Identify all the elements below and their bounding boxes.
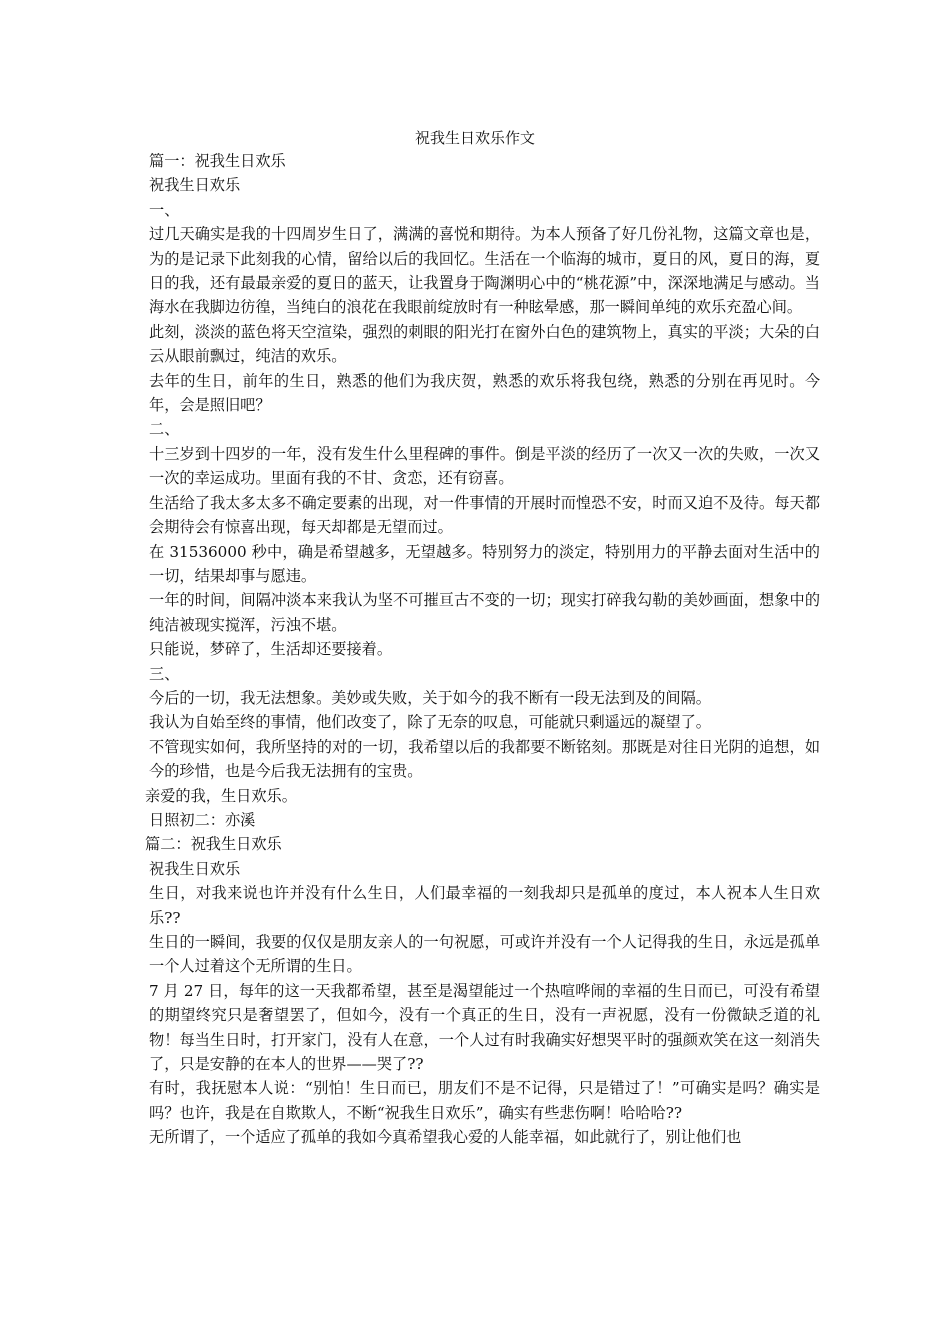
document-body — [145, 149, 820, 1150]
paragraph: 在 31536000 秒中，确是希望越多，无望越多。特别努力的淡定，特别用力的平静去面对生活中的一切，结果却事与愿违。 — [149, 542, 820, 585]
paragraph: 篇一：祝我生日欢乐 — [149, 152, 286, 170]
paragraph: 7 月 27 日，每年的这一天我都希望，甚至是渴望能过一个热喧哗闹的幸福的生日而已，可没有希望的期望终究只是奢望罢了，但如今，没有一个真正的生日，没有一声祝愿，没有一份微缺乏道的礼物！每当生日时，打开家门，没有人在意，一个人过有时我确实好想哭平时的强颜欢笑在这一刻消失了，只是安静的在本人的世界——哭了?? — [149, 981, 820, 1074]
paragraph: 一、 — [149, 200, 180, 219]
paragraph: 篇二：祝我生日欢乐 — [145, 835, 282, 854]
paragraph: 此刻，淡淡的蓝色将天空渲染，强烈的刺眼的阳光打在窗外白色的建筑物上，真实的平淡；大朵的白云从眼前飘过，纯洁的欢乐。 — [149, 322, 820, 366]
paragraph: 祝我生日欢乐 — [149, 859, 241, 878]
paragraph: 日照初二：亦溪 — [149, 810, 256, 829]
paragraph: 二、 — [149, 420, 180, 439]
paragraph: 只能说，梦碎了，生活却还要接着。 — [149, 640, 392, 659]
document-title: 祝我生日欢乐作文 — [414, 129, 535, 147]
paragraph: 生日的一瞬间，我要的仅仅是朋友亲人的一句祝愿，可或许并没有一个人记得我的生日，永远是孤单一个人过着这个无所谓的生日。 — [149, 933, 820, 976]
paragraph: 今后的一切，我无法想象。美妙或失败，关于如今的我不断有一段无法到及的间隔。 — [149, 688, 711, 707]
paragraph: 亲爱的我，生日欢乐。 — [145, 786, 297, 805]
paragraph: 无所谓了，一个适应了孤单的我如今真希望我心爱的人能幸福，如此就行了，别让他们也 — [149, 1128, 742, 1147]
paragraph: 去年的生日，前年的生日，熟悉的他们为我庆贺，熟悉的欢乐将我包绕，熟悉的分别在再见时。今年，会是照旧吧？ — [149, 371, 820, 415]
paragraph: 有时，我抚慰本人说：“别怕！生日而已，朋友们不是不记得，只是错过了！”可确实是吗？确实是吗？也许，我是在自欺欺人，不断“祝我生日欢乐”，确实有些悲伤啊！哈哈哈?? — [149, 1079, 820, 1122]
paragraph: 三、 — [149, 664, 180, 683]
paragraph: 祝我生日欢乐 — [149, 176, 241, 195]
paragraph: 一年的时间，间隔冲淡本来我认为坚不可摧亘古不变的一切；现实打碎我勾勒的美妙画面，想象中的纯洁被现实搅浑，污浊不堪。 — [149, 591, 820, 634]
paragraph: 过几天确实是我的十四周岁生日了，满满的喜悦和期待。为本人预备了好几份礼物，这篇文章也是，为的是记录下此刻我的心情，留给以后的我回忆。生活在一个临海的城市，夏日的风，夏日的海，夏日的我，还有最最亲爱的夏日的蓝天，让我置身于陶渊明心中的“桃花源”中，深深地满足与感动。当海水在我脚边彷徨，当纯白的浪花在我眼前绽放时有一种眩晕感，那一瞬间单纯的欢乐充盈心间。 — [149, 225, 820, 317]
paragraph: 生活给了我太多太多不确定要素的出现，对一件事情的开展时而惶恐不安，时而又迫不及待。每天都会期待会有惊喜出现，每天却都是无望而过。 — [149, 493, 820, 537]
paragraph: 生日，对我来说也许并没有什么生日，人们最幸福的一刻我却只是孤单的度过，本人祝本人生日欢乐?? — [149, 884, 820, 927]
paragraph: 不管现实如何，我所坚持的对的一切，我希望以后的我都要不断铭刻。那既是对往日光阴的追想，如今的珍惜，也是今后我无法拥有的宝贵。 — [149, 737, 820, 781]
paragraph: 十三岁到十四岁的一年，没有发生什么里程碑的事件。倒是平淡的经历了一次又一次的失败，一次又一次的幸运成功。里面有我的不甘、贪恋，还有窃喜。 — [149, 444, 820, 488]
paragraph: 我认为自始至终的事情，他们改变了，除了无奈的叹息，可能就只剩遥远的凝望了。 — [149, 713, 711, 732]
